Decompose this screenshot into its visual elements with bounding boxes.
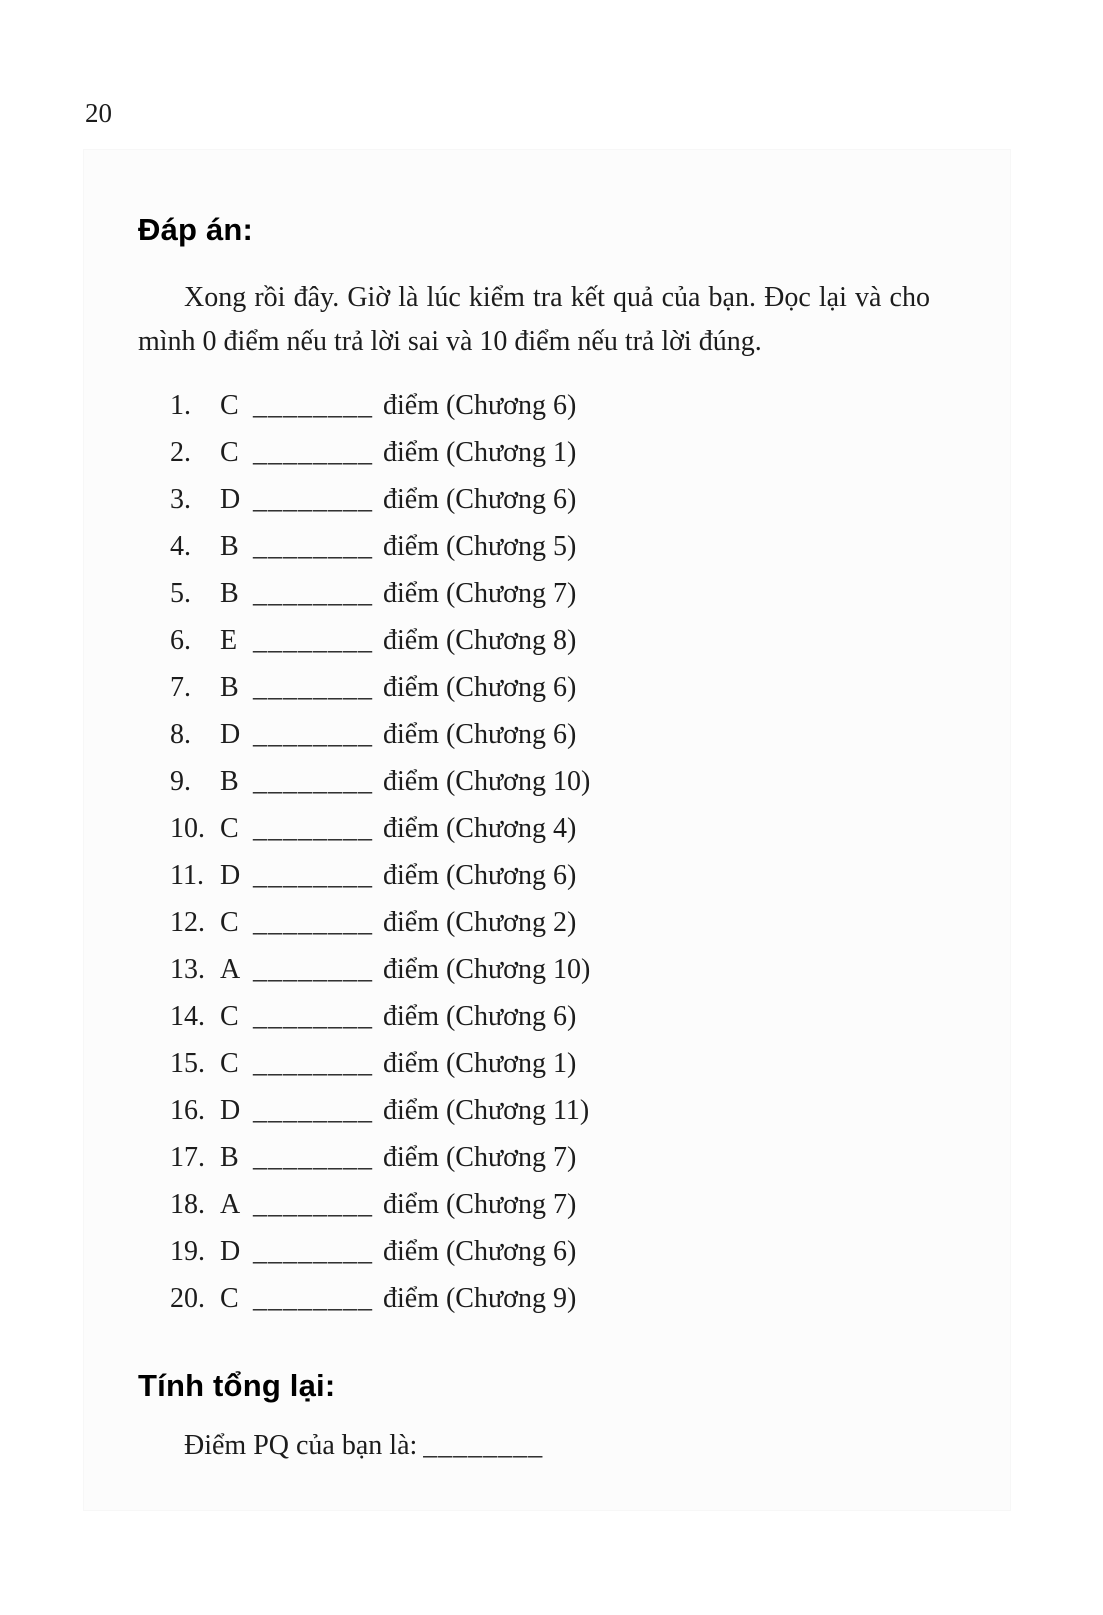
answer-row (170, 617, 932, 664)
answer-row (170, 1134, 932, 1181)
answer-points: điểm (Chương 1) (383, 437, 577, 468)
answer-points: điểm (Chương 7) (383, 578, 577, 609)
answer-points: điểm (Chương 6) (383, 719, 577, 750)
answer-points: điểm (Chương 4) (383, 813, 577, 844)
answer-row (170, 1181, 932, 1228)
answer-blank: ________ (253, 484, 373, 515)
answer-row (170, 1087, 932, 1134)
answer-letter: B (220, 1142, 239, 1173)
answer-row (170, 664, 932, 711)
answer-number: 3. (170, 484, 191, 515)
answer-blank: ________ (253, 766, 373, 797)
answer-points: điểm (Chương 2) (383, 907, 577, 938)
answer-letter: E (220, 625, 238, 656)
answer-points: điểm (Chương 10) (383, 766, 591, 797)
answer-row (170, 1228, 932, 1275)
answer-row (170, 382, 932, 429)
answer-points: điểm (Chương 10) (383, 954, 591, 985)
answer-letter: B (220, 672, 239, 703)
answer-letter: B (220, 578, 239, 609)
answer-letter: A (220, 954, 241, 985)
answer-row (170, 476, 932, 523)
answer-blank: ________ (253, 1283, 373, 1314)
answer-letter: D (220, 719, 241, 750)
answer-letter: C (220, 437, 239, 468)
answer-number: 7. (170, 672, 191, 703)
answer-row (170, 711, 932, 758)
content-box (84, 150, 1010, 1510)
answer-row (170, 758, 932, 805)
answer-letter: B (220, 531, 239, 562)
answer-letter: C (220, 813, 239, 844)
answer-number: 1. (170, 390, 191, 421)
answer-blank: ________ (253, 437, 373, 468)
answer-points: điểm (Chương 7) (383, 1142, 577, 1173)
answer-blank: ________ (253, 390, 373, 421)
answer-letter: D (220, 1236, 241, 1267)
answer-number: 5. (170, 578, 191, 609)
answer-points: điểm (Chương 6) (383, 1236, 577, 1267)
answer-number: 11. (170, 860, 204, 891)
score-line (184, 1430, 932, 1462)
answer-points: điểm (Chương 5) (383, 531, 577, 562)
answer-blank: ________ (253, 813, 373, 844)
answer-letter: D (220, 484, 241, 515)
answer-blank: ________ (253, 1095, 373, 1126)
answer-number: 9. (170, 766, 191, 797)
answer-number: 17. (170, 1142, 205, 1173)
answer-row (170, 429, 932, 476)
answer-letter: D (220, 860, 241, 891)
answer-letter: B (220, 766, 239, 797)
answer-letter: D (220, 1095, 241, 1126)
answer-points: điểm (Chương 6) (383, 484, 577, 515)
answer-number: 14. (170, 1001, 205, 1032)
answer-number: 4. (170, 531, 191, 562)
answer-number: 12. (170, 907, 205, 938)
answer-points: điểm (Chương 11) (383, 1095, 590, 1126)
answer-points: điểm (Chương 7) (383, 1189, 577, 1220)
answer-number: 18. (170, 1189, 205, 1220)
page-number: 20 (85, 98, 112, 128)
answer-row (170, 852, 932, 899)
answer-row (170, 1275, 932, 1322)
score-label: Điểm PQ của bạn là: (184, 1430, 418, 1461)
answer-points: điểm (Chương 6) (383, 390, 577, 421)
answer-number: 6. (170, 625, 191, 656)
answer-blank: ________ (253, 531, 373, 562)
answer-points: điểm (Chương 6) (383, 860, 577, 891)
answer-letter: C (220, 907, 239, 938)
intro-paragraph: Xong rồi đây. Giờ là lúc kiểm tra kết quả của bạn. Đọc lại và cho mình 0 điểm nếu trả lời sai và 10 điểm nếu trả lời đúng. (138, 282, 930, 357)
answer-letter: C (220, 1283, 239, 1314)
answer-number: 8. (170, 719, 191, 750)
answer-blank: ________ (253, 1048, 373, 1079)
answer-blank: ________ (253, 860, 373, 891)
answer-number: 16. (170, 1095, 205, 1126)
answer-points: điểm (Chương 9) (383, 1283, 577, 1314)
answer-letter: C (220, 1048, 239, 1079)
answer-list (170, 382, 932, 1322)
answer-points: điểm (Chương 6) (383, 672, 577, 703)
answer-blank: ________ (253, 954, 373, 985)
answer-blank: ________ (253, 907, 373, 938)
score-blank: ________ (423, 1430, 544, 1461)
answer-points: điểm (Chương 1) (383, 1048, 577, 1079)
answer-blank: ________ (253, 578, 373, 609)
answer-number: 2. (170, 437, 191, 468)
answer-points: điểm (Chương 8) (383, 625, 577, 656)
answer-letter: C (220, 1001, 239, 1032)
answer-blank: ________ (253, 1189, 373, 1220)
answer-letter: C (220, 390, 239, 421)
answer-number: 15. (170, 1048, 205, 1079)
answer-blank: ________ (253, 625, 373, 656)
answer-number: 20. (170, 1283, 205, 1314)
answer-row (170, 805, 932, 852)
answer-points: điểm (Chương 6) (383, 1001, 577, 1032)
answer-row (170, 570, 932, 617)
answer-row (170, 946, 932, 993)
answer-row (170, 523, 932, 570)
answer-row (170, 993, 932, 1040)
answer-row (170, 1040, 932, 1087)
answer-blank: ________ (253, 719, 373, 750)
answer-row (170, 899, 932, 946)
answer-blank: ________ (253, 1236, 373, 1267)
answer-letter: A (220, 1189, 241, 1220)
answer-blank: ________ (253, 672, 373, 703)
answer-number: 13. (170, 954, 205, 985)
answer-blank: ________ (253, 1142, 373, 1173)
answer-blank: ________ (253, 1001, 373, 1032)
answer-number: 10. (170, 813, 205, 844)
answer-number: 19. (170, 1236, 205, 1267)
total-heading: Tính tổng lại: (138, 1368, 336, 1403)
answers-heading: Đáp án: (138, 212, 254, 247)
